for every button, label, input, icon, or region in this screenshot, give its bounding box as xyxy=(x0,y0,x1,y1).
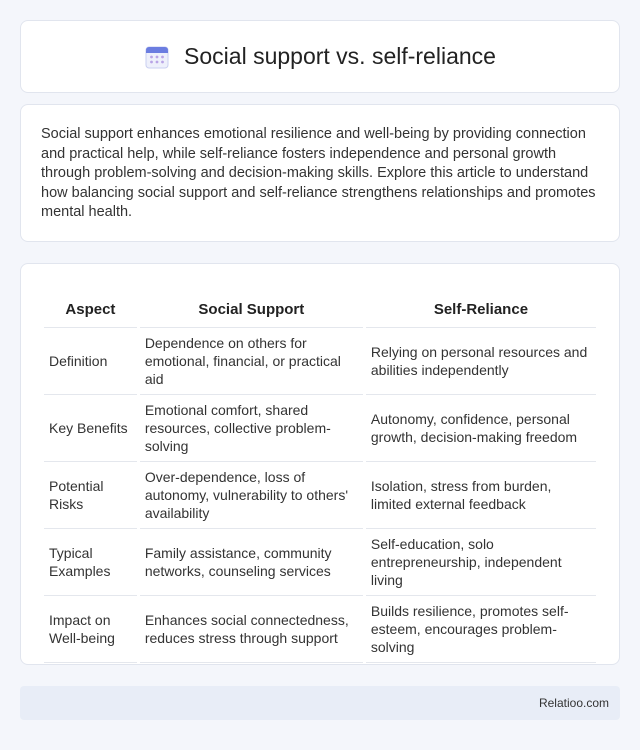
header-aspect: Aspect xyxy=(44,284,137,328)
calendar-icon xyxy=(144,44,170,70)
table-row xyxy=(44,529,596,596)
social-support-cell: Over-dependence, loss of autonomy, vulnerability to others' availability xyxy=(140,462,363,529)
social-support-cell: Enhances social connectedness, reduces stress through support xyxy=(140,596,363,663)
footer-bar xyxy=(20,686,620,720)
comparison-table xyxy=(41,284,599,663)
table-row xyxy=(44,462,596,529)
aspect-cell: Definition xyxy=(44,328,137,395)
intro-card xyxy=(20,104,620,242)
footer-brand-link[interactable]: Relatioo.com xyxy=(538,696,609,710)
header-social-support: Social Support xyxy=(140,284,363,328)
comparison-table-card xyxy=(20,263,620,665)
table-row xyxy=(44,596,596,663)
self-reliance-cell: Relying on personal resources and abilities independently xyxy=(366,328,596,395)
aspect-cell: Potential Risks xyxy=(44,462,137,529)
self-reliance-cell: Isolation, stress from burden, limited external feedback xyxy=(366,462,596,529)
header-self-reliance: Self-Reliance xyxy=(366,284,596,328)
page-title: Social support vs. self-reliance xyxy=(184,43,496,69)
aspect-cell: Impact on Well-being xyxy=(44,596,137,663)
social-support-cell: Emotional comfort, shared resources, collective problem-solving xyxy=(140,395,363,462)
social-support-cell: Dependence on others for emotional, financial, or practical aid xyxy=(140,328,363,395)
table-header-row xyxy=(44,284,596,328)
social-support-cell: Family assistance, community networks, counseling services xyxy=(140,529,363,596)
intro-text: Social support enhances emotional resilience and well-being by providing connection and practical help, while self-reliance fosters independence and personal growth through problem-solving and decision-making skills. Explore this article to understand how balancing social support and self-reliance strengthens relationships and promotes mental health. xyxy=(41,126,596,220)
table-row xyxy=(44,328,596,395)
title-card xyxy=(20,20,620,93)
table-row xyxy=(44,395,596,462)
aspect-cell: Key Benefits xyxy=(44,395,137,462)
aspect-cell: Typical Examples xyxy=(44,529,137,596)
self-reliance-cell: Autonomy, confidence, personal growth, decision-making freedom xyxy=(366,395,596,462)
self-reliance-cell: Self-education, solo entrepreneurship, independent living xyxy=(366,529,596,596)
self-reliance-cell: Builds resilience, promotes self-esteem, encourages problem-solving xyxy=(366,596,596,663)
